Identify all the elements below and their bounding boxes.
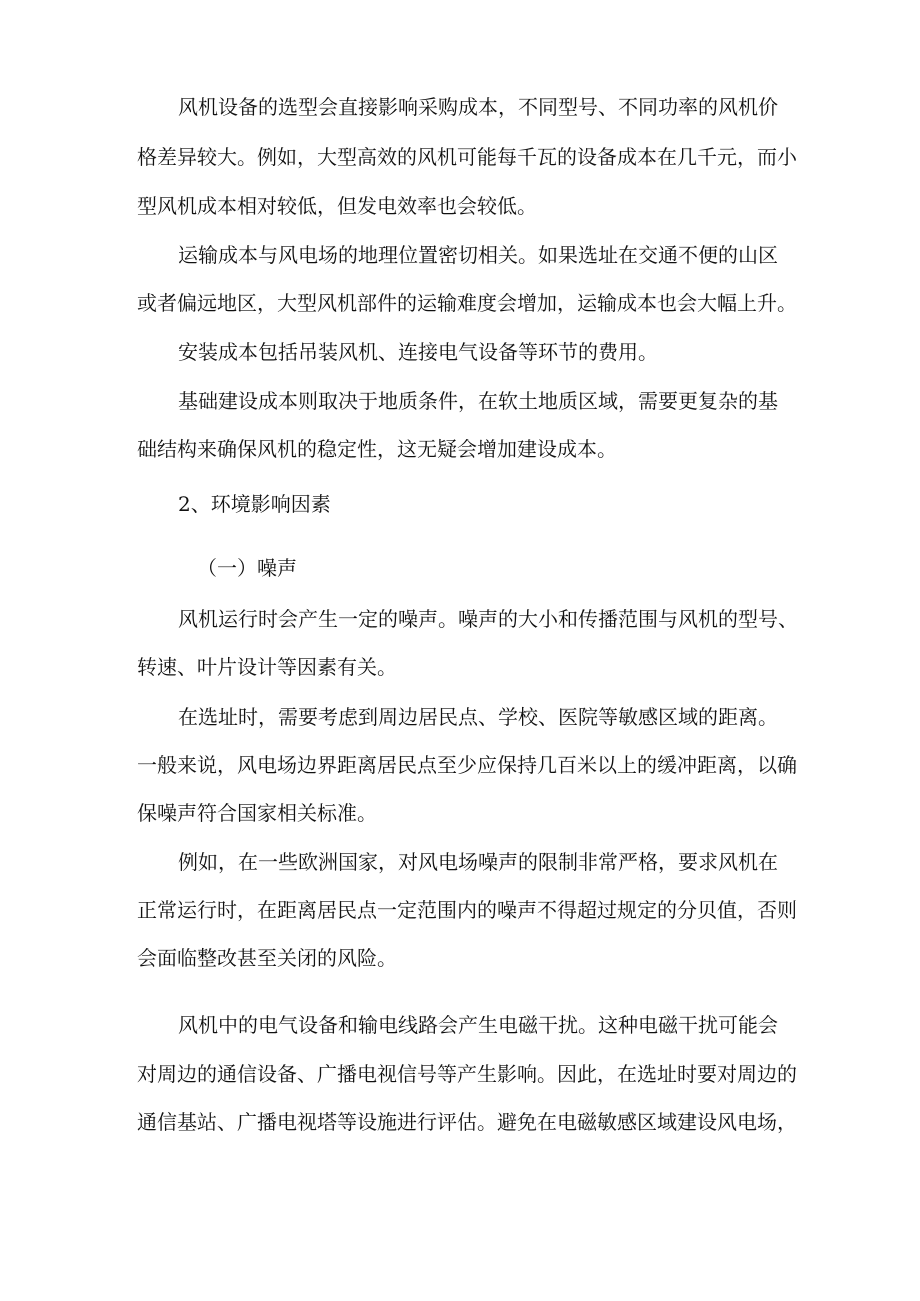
paragraph-7-line-3: 会面临整改甚至关闭的风险。 — [137, 946, 397, 970]
paragraph-1-line-2: 格差异较大。例如，大型高效的风机可能每千瓦的设备成本在几千元，而小 — [137, 145, 797, 169]
paragraph-4-line-2: 础结构来确保风机的稳定性，这无疑会增加建设成本。 — [137, 437, 617, 461]
subsection-heading: （一）噪声 — [197, 556, 297, 580]
paragraph-6-line-1: 在选址时，需要考虑到周边居民点、学校、医院等敏感区域的距离。 — [178, 705, 778, 729]
paragraph-8-line-1: 风机中的电气设备和输电线路会产生电磁干扰。这种电磁干扰可能会 — [178, 1013, 778, 1037]
paragraph-1-line-1: 风机设备的选型会直接影响采购成本，不同型号、不同功率的风机价 — [178, 95, 778, 119]
paragraph-7-line-2: 正常运行时，在距离居民点一定范围内的噪声不得超过规定的分贝值，否则 — [137, 898, 797, 922]
paragraph-8-line-3: 通信基站、广播电视塔等设施进行评估。避免在电磁敏感区域建设风电场， — [137, 1110, 797, 1134]
paragraph-2-line-2: 或者偏远地区，大型风机部件的运输难度会增加，运输成本也会大幅上升。 — [137, 291, 797, 315]
paragraph-3-line-1: 安装成本包括吊装风机、连接电气设备等环节的费用。 — [178, 340, 658, 364]
paragraph-5-line-1: 风机运行时会产生一定的噪声。噪声的大小和传播范围与风机的型号、 — [178, 607, 798, 631]
paragraph-6-line-3: 保噪声符合国家相关标准。 — [137, 801, 377, 825]
paragraph-5-line-2: 转速、叶片设计等因素有关。 — [137, 655, 397, 679]
paragraph-4-line-1: 基础建设成本则取决于地质条件，在软土地质区域，需要更复杂的基 — [178, 389, 778, 413]
paragraph-7-line-1: 例如，在一些欧洲国家，对风电场噪声的限制非常严格，要求风机在 — [178, 850, 778, 874]
paragraph-8-line-2: 对周边的通信设备、广播电视信号等产生影响。因此，在选址时要对周边的 — [137, 1062, 797, 1086]
section-heading: 2、环境影响因素 — [178, 492, 331, 516]
paragraph-6-line-2: 一般来说，风电场边界距离居民点至少应保持几百米以上的缓冲距离，以确 — [137, 753, 797, 777]
paragraph-1-line-3: 型风机成本相对较低，但发电效率也会较低。 — [137, 194, 537, 218]
paragraph-2-line-1: 运输成本与风电场的地理位置密切相关。如果选址在交通不便的山区 — [178, 243, 778, 267]
